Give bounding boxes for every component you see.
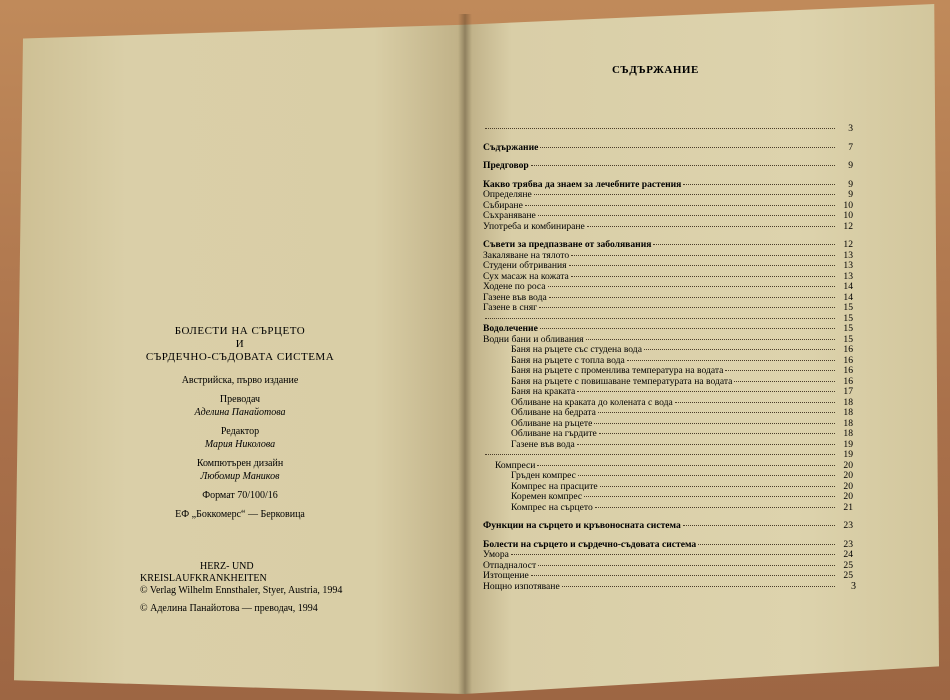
toc-entry bbox=[483, 124, 853, 135]
copyright-translator: © Аделина Панайотова — преводач, 1994 bbox=[140, 603, 318, 614]
toc-entry-title: Баня на ръцете с повишаване температурата на водата bbox=[511, 375, 733, 387]
toc-entry bbox=[483, 471, 853, 482]
toc-leader-dots bbox=[569, 265, 835, 266]
toc-entry bbox=[483, 582, 853, 593]
toc-entry bbox=[483, 429, 853, 440]
toc-entry bbox=[483, 201, 853, 212]
toc-entry bbox=[483, 180, 853, 191]
copyright-publisher: © Verlag Wilhelm Ennsthaler, Styer, Austria, 1994 bbox=[140, 585, 343, 596]
toc-leader-dots bbox=[734, 381, 835, 382]
toc-entry-page: 14 bbox=[843, 291, 853, 303]
publisher-line: ЕФ „Боккомерс“ — Берковица bbox=[175, 509, 305, 520]
toc-leader-dots bbox=[548, 286, 835, 287]
toc-leader-dots bbox=[683, 525, 835, 526]
toc-entry-page: 20 bbox=[843, 459, 853, 471]
toc-leader-dots bbox=[653, 244, 835, 245]
toc-leader-dots bbox=[525, 205, 835, 206]
toc-leader-dots bbox=[485, 454, 835, 455]
toc-leader-dots bbox=[571, 276, 835, 277]
toc-entry-page: 16 bbox=[843, 375, 853, 387]
toc-entry-page: 10 bbox=[843, 210, 853, 221]
toc-entry bbox=[483, 293, 853, 304]
toc-entry-page: 20 bbox=[843, 480, 853, 492]
toc-entry-title: Определяне bbox=[483, 189, 532, 200]
toc-entry-title: Баня на ръцете със студена вода bbox=[511, 344, 642, 355]
toc-entry-title: Сух масаж на кожата bbox=[483, 270, 569, 282]
toc-entry-title: Компреси bbox=[495, 459, 536, 471]
toc-leader-dots bbox=[540, 147, 835, 148]
toc-entry-title: Ходене по роса bbox=[483, 281, 546, 292]
toc-entry-page: 13 bbox=[843, 249, 853, 261]
toc-entry-page: 16 bbox=[843, 344, 853, 355]
toc-entry-title: Съдържание bbox=[483, 141, 539, 153]
original-title-line-2: KREISLAUFKRANKHEITEN bbox=[140, 573, 267, 584]
toc-entry-title: Употреба и комбиниране bbox=[483, 220, 585, 232]
toc-leader-dots bbox=[531, 165, 835, 166]
toc-leader-dots bbox=[599, 433, 835, 434]
toc-entry bbox=[483, 211, 853, 222]
toc-leader-dots bbox=[598, 412, 835, 413]
toc-entry bbox=[483, 222, 853, 233]
toc-leader-dots bbox=[571, 255, 835, 256]
translator-label: Преводач bbox=[219, 394, 261, 405]
toc-leader-dots bbox=[627, 360, 835, 361]
toc-entry-page: 13 bbox=[843, 260, 853, 271]
toc-entry-page: 15 bbox=[843, 333, 853, 345]
toc-entry-title: Газене във вода bbox=[483, 291, 547, 303]
toc-entry-page: 9 bbox=[848, 189, 853, 200]
toc-entry-page: 14 bbox=[843, 281, 853, 292]
toc-entry bbox=[483, 561, 853, 572]
original-title-block bbox=[140, 561, 360, 615]
table-of-contents bbox=[483, 124, 853, 592]
toc-entry bbox=[483, 387, 853, 398]
toc-entry-page: 12 bbox=[843, 239, 853, 250]
toc-entry bbox=[483, 366, 853, 377]
toc-entry bbox=[483, 190, 853, 201]
toc-entry-title: Функции на сърцето и кръвоносната система bbox=[483, 520, 681, 531]
toc-entry bbox=[483, 240, 853, 251]
toc-entry-title: Баня на ръцете с топла вода bbox=[511, 354, 625, 366]
toc-entry-page: 13 bbox=[843, 270, 853, 282]
toc-entry bbox=[483, 571, 853, 582]
toc-entry-title: Газене в сняг bbox=[483, 302, 538, 313]
toc-leader-dots bbox=[577, 444, 835, 445]
toc-entry-title: Съвети за предпазване от заболявания bbox=[483, 239, 652, 250]
toc-leader-dots bbox=[511, 554, 835, 555]
toc-entry-page: 25 bbox=[843, 559, 853, 571]
toc-leader-dots bbox=[577, 391, 835, 392]
toc-entry-title: Студени обтривания bbox=[483, 260, 567, 271]
toc-leader-dots bbox=[485, 318, 835, 319]
toc-entry bbox=[483, 492, 853, 503]
original-title-line-1: HERZ- UND bbox=[200, 561, 254, 572]
toc-leader-dots bbox=[698, 544, 835, 545]
toc-entry-title: Гръден компрес bbox=[511, 470, 576, 481]
toc-entry-page: 16 bbox=[843, 365, 853, 376]
toc-entry-title: Баня на ръцете с променлива температура на водата bbox=[511, 365, 724, 376]
toc-entry bbox=[483, 303, 853, 314]
editor-label: Редактор bbox=[220, 426, 260, 437]
imprint-block bbox=[120, 325, 360, 615]
toc-leader-dots bbox=[531, 575, 835, 576]
toc-entry-title: Обливане на ръцете bbox=[511, 417, 593, 429]
toc-entry-page: 25 bbox=[843, 570, 853, 581]
toc-leader-dots bbox=[485, 128, 835, 129]
toc-leader-dots bbox=[595, 507, 835, 508]
toc-gap bbox=[483, 153, 853, 161]
toc-entry-page: 24 bbox=[843, 549, 853, 560]
toc-entry-page: 3 bbox=[848, 123, 853, 134]
toc-leader-dots bbox=[549, 297, 835, 298]
toc-leader-dots bbox=[537, 465, 835, 466]
toc-entry-title: Компрес на сърцето bbox=[511, 501, 593, 513]
toc-entry-page: 23 bbox=[843, 538, 853, 550]
toc-entry-title: Изтощение bbox=[483, 570, 529, 581]
toc-leader-dots bbox=[584, 496, 835, 497]
toc-entry-title: Водни бани и обливания bbox=[483, 333, 584, 345]
toc-leader-dots bbox=[538, 565, 835, 566]
toc-entry bbox=[483, 261, 853, 272]
editor-name: Мария Николова bbox=[204, 439, 276, 450]
design-label: Компютърен дизайн bbox=[196, 458, 284, 469]
toc-entry bbox=[483, 440, 853, 451]
toc-entry-title: Обливане на гърдите bbox=[511, 428, 597, 439]
format-line: Формат 70/100/16 bbox=[202, 490, 278, 501]
toc-leader-dots bbox=[600, 486, 835, 487]
toc-entry-page: 18 bbox=[843, 396, 853, 408]
toc-entry-title: Болести на сърцето и сърдечно-съдовата система bbox=[483, 538, 697, 550]
toc-entry-page: 16 bbox=[843, 354, 853, 366]
toc-entry-title: Събиране bbox=[483, 199, 523, 211]
toc-entry-title: Обливане на бедрата bbox=[511, 407, 596, 418]
toc-entry bbox=[483, 324, 853, 335]
toc-entry-title: Баня на краката bbox=[511, 386, 576, 397]
toc-entry bbox=[483, 161, 853, 172]
toc-entry-page: 17 bbox=[843, 386, 853, 397]
toc-entry-title: Обливане на краката до колената с вода bbox=[511, 396, 673, 408]
toc-entry-page: 7 bbox=[848, 141, 853, 153]
toc-entry bbox=[483, 521, 853, 532]
toc-entry-page: 15 bbox=[843, 302, 853, 313]
toc-entry-title: Нощно изпотяване bbox=[483, 580, 560, 592]
toc-leader-dots bbox=[725, 370, 835, 371]
page-number: 3 bbox=[851, 581, 856, 592]
toc-entry-page: 20 bbox=[843, 491, 853, 502]
toc-entry bbox=[483, 345, 853, 356]
toc-entry bbox=[483, 550, 853, 561]
toc-entry-page: 12 bbox=[843, 220, 853, 232]
toc-entry-page: 9 bbox=[848, 178, 853, 190]
toc-entry-page: 18 bbox=[843, 428, 853, 439]
toc-leader-dots bbox=[538, 215, 835, 216]
toc-entry-title: Закаляване на тялото bbox=[483, 249, 570, 261]
translator-name: Аделина Панайотова bbox=[194, 407, 286, 418]
toc-entry-page: 18 bbox=[843, 417, 853, 429]
toc-leader-dots bbox=[587, 226, 835, 227]
toc-entry-page: 9 bbox=[848, 160, 853, 171]
toc-entry-title: Предговор bbox=[483, 160, 529, 171]
edition-note: Австрийска, първо издание bbox=[181, 375, 299, 386]
toc-entry bbox=[483, 503, 853, 514]
toc-entry bbox=[483, 450, 853, 461]
toc-entry-title: Какво трябва да знаем за лечебните растения bbox=[483, 178, 682, 190]
toc-leader-dots bbox=[578, 475, 835, 476]
toc-entry-page: 15 bbox=[843, 323, 853, 334]
toc-entry bbox=[483, 540, 853, 551]
toc-entry-title: Коремен компрес bbox=[511, 491, 583, 502]
toc-entry-page: 19 bbox=[843, 438, 853, 450]
toc-entry-page: 21 bbox=[843, 501, 853, 513]
toc-entry-title: Газене във вода bbox=[511, 438, 575, 450]
toc-leader-dots bbox=[539, 307, 835, 308]
book-spine bbox=[458, 14, 472, 694]
toc-leader-dots bbox=[644, 349, 835, 350]
toc-entry-page: 20 bbox=[843, 470, 853, 481]
toc-leader-dots bbox=[586, 339, 835, 340]
book-title-line-3: СЪРДЕЧНО-СЪДОВАТА СИСТЕМА bbox=[145, 351, 335, 363]
toc-leader-dots bbox=[675, 402, 835, 403]
toc-leader-dots bbox=[683, 184, 835, 185]
toc-entry-page: 10 bbox=[843, 199, 853, 211]
toc-leader-dots bbox=[534, 194, 835, 195]
toc-leader-dots bbox=[594, 423, 835, 424]
toc-entry bbox=[483, 143, 853, 154]
toc-entry-title: Отпадналост bbox=[483, 559, 537, 571]
toc-leader-dots bbox=[540, 328, 835, 329]
toc-gap bbox=[483, 135, 853, 143]
toc-entry-page: 19 bbox=[843, 449, 853, 460]
designer-name: Любомир Маников bbox=[200, 471, 280, 482]
book-title-line-2: И bbox=[235, 338, 245, 350]
toc-heading: СЪДЪРЖАНИЕ bbox=[612, 64, 699, 76]
book-title-line-1: БОЛЕСТИ НА СЪРЦЕТО bbox=[174, 325, 306, 337]
toc-entry-title: Умора bbox=[483, 549, 509, 560]
toc-entry-title: Водолечение bbox=[483, 323, 538, 334]
toc-entry-page: 23 bbox=[843, 520, 853, 531]
toc-entry bbox=[483, 408, 853, 419]
toc-entry bbox=[483, 282, 853, 293]
toc-entry bbox=[483, 314, 853, 325]
toc-entry-title: Компрес на прасците bbox=[511, 480, 598, 492]
toc-entry-page: 15 bbox=[843, 312, 853, 324]
toc-entry-title: Съхраняване bbox=[483, 210, 536, 221]
toc-leader-dots bbox=[562, 586, 835, 587]
toc-entry-page: 18 bbox=[843, 407, 853, 418]
